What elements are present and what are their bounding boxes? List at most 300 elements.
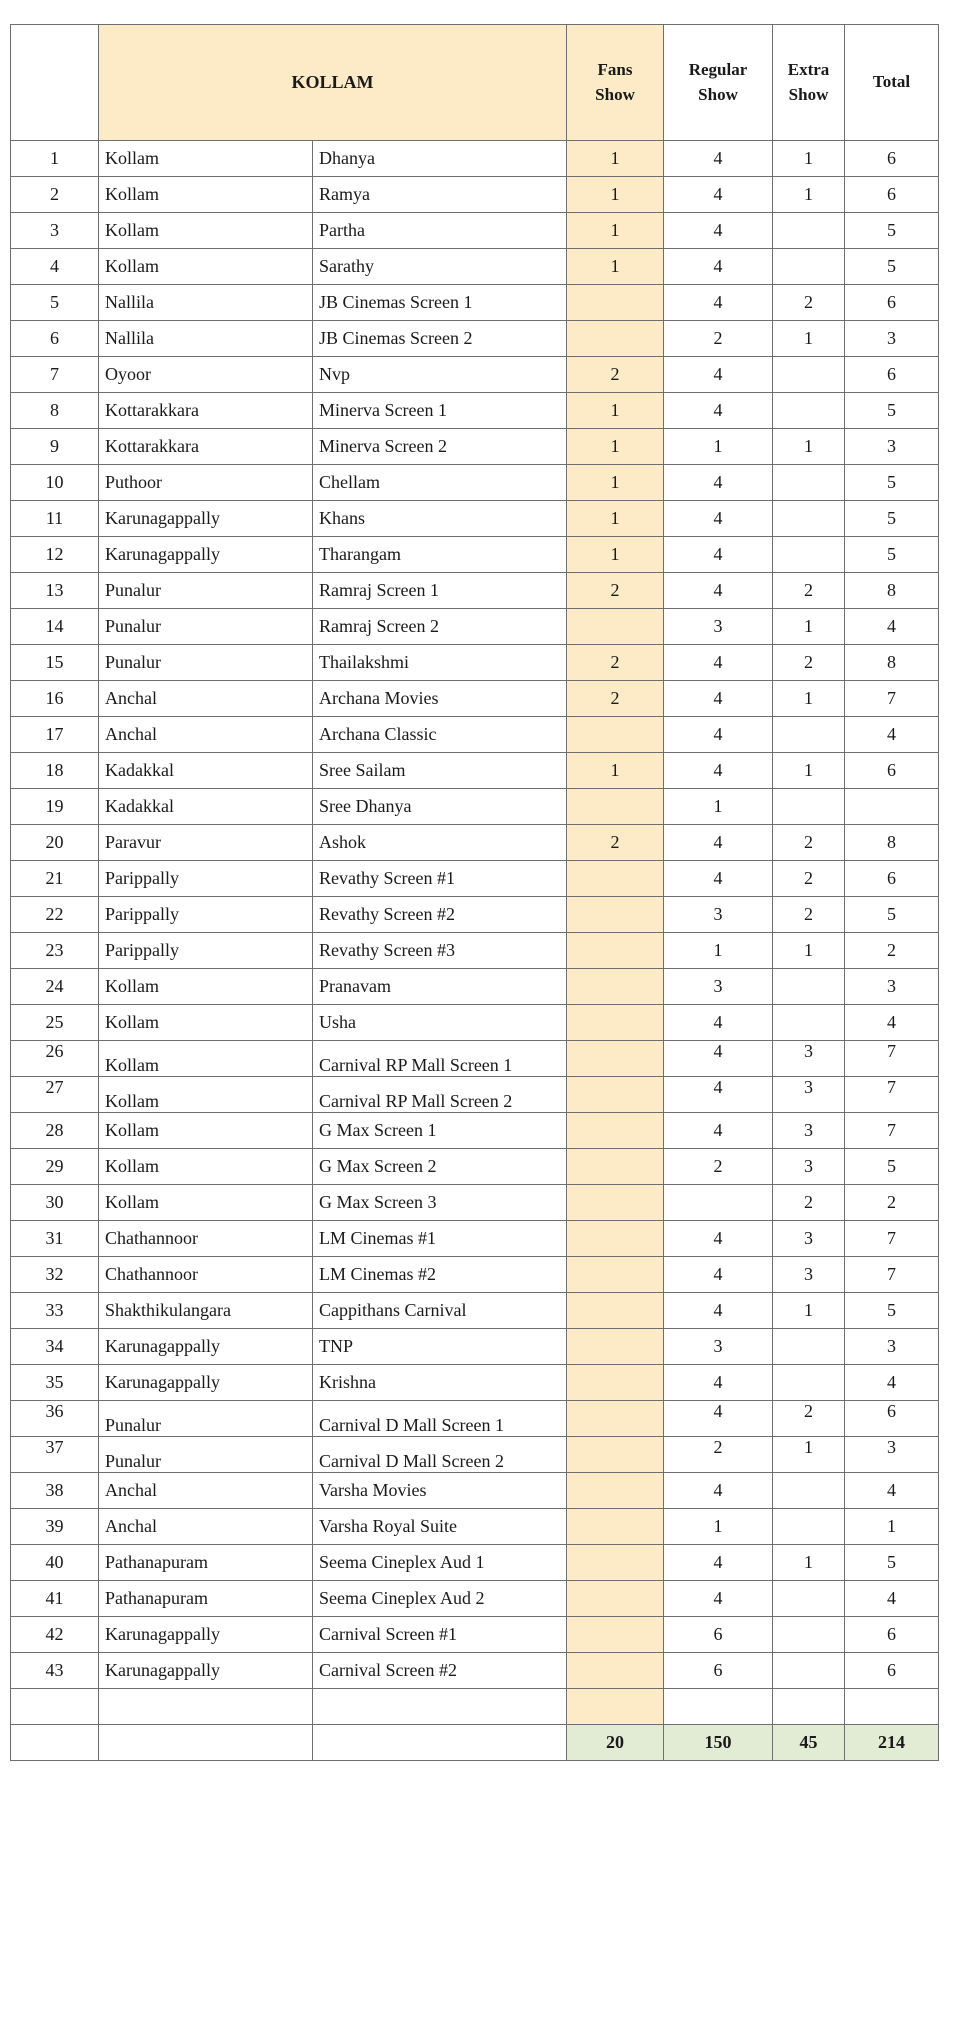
- extra-show-cell: 1: [773, 1437, 845, 1473]
- total-cell: 6: [845, 285, 939, 321]
- area-cell: Punalur: [99, 1437, 313, 1473]
- total-cell: 4: [845, 1581, 939, 1617]
- total-cell: 6: [845, 1653, 939, 1689]
- theatre-cell: Carnival Screen #2: [313, 1653, 567, 1689]
- extra-show-cell: [773, 1653, 845, 1689]
- theatre-cell: Carnival RP Mall Screen 2: [313, 1077, 567, 1113]
- total-cell: 4: [845, 717, 939, 753]
- fans-show-cell: [567, 1329, 664, 1365]
- blank-cell: [313, 1689, 567, 1725]
- table-row: [11, 1329, 939, 1365]
- table-row: [11, 177, 939, 213]
- extra-show-cell: [773, 1005, 845, 1041]
- area-cell: Karunagappally: [99, 1617, 313, 1653]
- theatre-cell: Sree Sailam: [313, 753, 567, 789]
- theatre-cell: TNP: [313, 1329, 567, 1365]
- table-row: [11, 1509, 939, 1545]
- regular-show-cell: 1: [664, 789, 773, 825]
- area-cell: Oyoor: [99, 357, 313, 393]
- blank-cell: [99, 1689, 313, 1725]
- theatre-cell: Sree Dhanya: [313, 789, 567, 825]
- extra-show-cell: [773, 357, 845, 393]
- total-cell: 5: [845, 1149, 939, 1185]
- row-number: 3: [11, 213, 99, 249]
- extra-show-cell: 3: [773, 1113, 845, 1149]
- theatre-cell: Dhanya: [313, 141, 567, 177]
- theatre-cell: Carnival Screen #1: [313, 1617, 567, 1653]
- regular-show-cell: 2: [664, 321, 773, 357]
- row-number: 25: [11, 1005, 99, 1041]
- total-cell: 7: [845, 1257, 939, 1293]
- fans-show-cell: 2: [567, 357, 664, 393]
- area-cell: Kottarakkara: [99, 393, 313, 429]
- row-number: 23: [11, 933, 99, 969]
- row-number: 27: [11, 1077, 99, 1113]
- table-row: [11, 1149, 939, 1185]
- theatre-cell: Minerva Screen 2: [313, 429, 567, 465]
- table-row: [11, 321, 939, 357]
- extra-show-cell: [773, 537, 845, 573]
- regular-show-cell: 4: [664, 825, 773, 861]
- area-cell: Kollam: [99, 177, 313, 213]
- table-row: [11, 1365, 939, 1401]
- regular-show-header: [664, 25, 773, 141]
- total-cell: [845, 789, 939, 825]
- row-number: 24: [11, 969, 99, 1005]
- extra-show-cell: [773, 1617, 845, 1653]
- extra-show-cell: 1: [773, 1293, 845, 1329]
- row-number: 12: [11, 537, 99, 573]
- row-number: 19: [11, 789, 99, 825]
- regular-show-cell: 4: [664, 1257, 773, 1293]
- row-number: 9: [11, 429, 99, 465]
- fans-show-cell: 1: [567, 177, 664, 213]
- row-number: 13: [11, 573, 99, 609]
- regular-show-cell: 3: [664, 969, 773, 1005]
- fans-show-cell: [567, 897, 664, 933]
- area-cell: Kollam: [99, 1005, 313, 1041]
- row-number: 2: [11, 177, 99, 213]
- row-number: 5: [11, 285, 99, 321]
- table-row: [11, 141, 939, 177]
- extra-show-cell: 2: [773, 285, 845, 321]
- row-number: 18: [11, 753, 99, 789]
- total-cell: 7: [845, 1077, 939, 1113]
- regular-show-cell: 3: [664, 1329, 773, 1365]
- blank-cell: [664, 1689, 773, 1725]
- row-number: 22: [11, 897, 99, 933]
- table-row: [11, 753, 939, 789]
- theatre-cell: Cappithans Carnival: [313, 1293, 567, 1329]
- row-number: 34: [11, 1329, 99, 1365]
- fans-show-cell: [567, 789, 664, 825]
- fans-show-header: [567, 25, 664, 141]
- table-row: [11, 1257, 939, 1293]
- total-cell: 6: [845, 357, 939, 393]
- area-cell: Anchal: [99, 717, 313, 753]
- row-number: 32: [11, 1257, 99, 1293]
- row-number: 14: [11, 609, 99, 645]
- fans-show-cell: [567, 1185, 664, 1221]
- extra-show-cell: [773, 717, 845, 753]
- extra-show-cell: 1: [773, 321, 845, 357]
- regular-show-cell: 4: [664, 537, 773, 573]
- row-number: 1: [11, 141, 99, 177]
- extra-show-cell: 2: [773, 645, 845, 681]
- extra-show-cell: 1: [773, 933, 845, 969]
- totals-blank-cell: [313, 1725, 567, 1761]
- regular-show-cell: 4: [664, 681, 773, 717]
- table-row: [11, 501, 939, 537]
- area-cell: Karunagappally: [99, 537, 313, 573]
- regular-show-cell: 4: [664, 1005, 773, 1041]
- theatre-cell: G Max Screen 2: [313, 1149, 567, 1185]
- total-cell: 4: [845, 609, 939, 645]
- row-number: 38: [11, 1473, 99, 1509]
- fans-show-cell: [567, 861, 664, 897]
- regular-show-cell: 4: [664, 1401, 773, 1437]
- total-cell: 7: [845, 1041, 939, 1077]
- theatre-cell: Varsha Movies: [313, 1473, 567, 1509]
- extra-show-cell: 1: [773, 141, 845, 177]
- total-cell: 1: [845, 1509, 939, 1545]
- fans-show-cell: [567, 1617, 664, 1653]
- header-blank: [11, 25, 99, 141]
- theatre-cell: Tharangam: [313, 537, 567, 573]
- table-row: [11, 1473, 939, 1509]
- total-cell: 5: [845, 1293, 939, 1329]
- row-number: 36: [11, 1401, 99, 1437]
- area-cell: Puthoor: [99, 465, 313, 501]
- fans-show-cell: 1: [567, 429, 664, 465]
- area-cell: Kollam: [99, 249, 313, 285]
- row-number: 21: [11, 861, 99, 897]
- fans-show-cell: 1: [567, 537, 664, 573]
- theatre-cell: JB Cinemas Screen 2: [313, 321, 567, 357]
- theatre-cell: Revathy Screen #3: [313, 933, 567, 969]
- fans-show-cell: [567, 933, 664, 969]
- total-cell: 4: [845, 1365, 939, 1401]
- regular-show-cell: 4: [664, 501, 773, 537]
- extra-show-cell: [773, 789, 845, 825]
- row-number: 43: [11, 1653, 99, 1689]
- regular-show-cell: 4: [664, 1473, 773, 1509]
- fans-show-cell: 2: [567, 681, 664, 717]
- extra-show-cell: [773, 1365, 845, 1401]
- area-cell: Kollam: [99, 1149, 313, 1185]
- theatre-cell: LM Cinemas #1: [313, 1221, 567, 1257]
- theatre-cell: Usha: [313, 1005, 567, 1041]
- regular-show-cell: 4: [664, 1545, 773, 1581]
- area-cell: Kollam: [99, 1113, 313, 1149]
- table-row: [11, 645, 939, 681]
- table-row: [11, 1221, 939, 1257]
- fans-show-cell: [567, 1365, 664, 1401]
- theatre-cell: Partha: [313, 213, 567, 249]
- fans-show-cell: 1: [567, 249, 664, 285]
- total-cell: 3: [845, 1437, 939, 1473]
- regular-show-cell: 4: [664, 357, 773, 393]
- fans-show-cell: [567, 1221, 664, 1257]
- table-row: [11, 861, 939, 897]
- total-cell: 5: [845, 465, 939, 501]
- regular-show-cell: 4: [664, 1581, 773, 1617]
- theatre-cell: G Max Screen 3: [313, 1185, 567, 1221]
- extra-show-cell: [773, 1581, 845, 1617]
- table-row: [11, 969, 939, 1005]
- total-cell: 3: [845, 429, 939, 465]
- table-row: [11, 1113, 939, 1149]
- fans-show-cell: [567, 1077, 664, 1113]
- extra-show-cell: [773, 969, 845, 1005]
- row-number: 41: [11, 1581, 99, 1617]
- extra-show-cell: 3: [773, 1149, 845, 1185]
- total-cell: 7: [845, 681, 939, 717]
- regular-show-cell: 4: [664, 285, 773, 321]
- fans-show-cell: [567, 1545, 664, 1581]
- row-number: 6: [11, 321, 99, 357]
- table-row: [11, 933, 939, 969]
- regular-show-header-line2: Show: [698, 84, 738, 104]
- total-cell: 8: [845, 573, 939, 609]
- area-cell: Karunagappally: [99, 1365, 313, 1401]
- total-regular-show: 150: [664, 1725, 773, 1761]
- area-cell: Pathanapuram: [99, 1581, 313, 1617]
- table-row: [11, 1401, 939, 1437]
- regular-show-cell: 4: [664, 1221, 773, 1257]
- extra-show-cell: [773, 1509, 845, 1545]
- total-cell: 2: [845, 1185, 939, 1221]
- extra-show-cell: 2: [773, 897, 845, 933]
- total-cell: 6: [845, 177, 939, 213]
- table-row: [11, 681, 939, 717]
- theatre-cell: Revathy Screen #1: [313, 861, 567, 897]
- totals-blank-cell: [99, 1725, 313, 1761]
- area-cell: Pathanapuram: [99, 1545, 313, 1581]
- regular-show-cell: 4: [664, 645, 773, 681]
- show-count-table: [10, 24, 939, 1761]
- extra-show-cell: 3: [773, 1041, 845, 1077]
- row-number: 29: [11, 1149, 99, 1185]
- theatre-cell: Archana Classic: [313, 717, 567, 753]
- total-cell: 6: [845, 753, 939, 789]
- theatre-cell: Ramraj Screen 1: [313, 573, 567, 609]
- total-cell: 6: [845, 141, 939, 177]
- regular-show-cell: 2: [664, 1149, 773, 1185]
- fans-show-cell: [567, 285, 664, 321]
- fans-show-cell: [567, 1293, 664, 1329]
- area-cell: Punalur: [99, 1401, 313, 1437]
- table-row: [11, 537, 939, 573]
- area-cell: Kollam: [99, 1041, 313, 1077]
- theatre-cell: Nvp: [313, 357, 567, 393]
- total-header: Total: [845, 25, 939, 141]
- fans-show-cell: [567, 1581, 664, 1617]
- fans-show-cell: [567, 1473, 664, 1509]
- row-number: 20: [11, 825, 99, 861]
- extra-show-cell: [773, 465, 845, 501]
- theatre-cell: Seema Cineplex Aud 2: [313, 1581, 567, 1617]
- theatre-cell: Archana Movies: [313, 681, 567, 717]
- extra-show-cell: 1: [773, 1545, 845, 1581]
- table-row: [11, 213, 939, 249]
- fans-show-cell: [567, 1257, 664, 1293]
- blank-row: [11, 1689, 939, 1725]
- total-cell: 5: [845, 249, 939, 285]
- table-row: [11, 357, 939, 393]
- regular-show-cell: 6: [664, 1617, 773, 1653]
- table-row: [11, 1077, 939, 1113]
- area-cell: Karunagappally: [99, 1653, 313, 1689]
- fans-show-cell: [567, 609, 664, 645]
- theatre-cell: Minerva Screen 1: [313, 393, 567, 429]
- extra-show-cell: 1: [773, 753, 845, 789]
- regular-show-cell: 4: [664, 1113, 773, 1149]
- regular-show-cell: 1: [664, 933, 773, 969]
- table-row: [11, 1437, 939, 1473]
- table-row: [11, 573, 939, 609]
- regular-show-cell: 4: [664, 1365, 773, 1401]
- extra-show-cell: 1: [773, 609, 845, 645]
- area-cell: Kottarakkara: [99, 429, 313, 465]
- table-row: [11, 897, 939, 933]
- theatre-cell: Ashok: [313, 825, 567, 861]
- area-cell: Karunagappally: [99, 1329, 313, 1365]
- regular-show-cell: 4: [664, 465, 773, 501]
- table-row: [11, 1185, 939, 1221]
- fans-show-cell: 1: [567, 501, 664, 537]
- fans-show-cell: [567, 1509, 664, 1545]
- table-row: [11, 1617, 939, 1653]
- theatre-cell: Carnival D Mall Screen 1: [313, 1401, 567, 1437]
- total-cell: 5: [845, 537, 939, 573]
- total-extra-show: 45: [773, 1725, 845, 1761]
- area-cell: Nallila: [99, 321, 313, 357]
- fans-show-cell: 1: [567, 141, 664, 177]
- regular-show-cell: 2: [664, 1437, 773, 1473]
- fans-show-cell: 1: [567, 465, 664, 501]
- table-row: [11, 1293, 939, 1329]
- area-cell: Kollam: [99, 141, 313, 177]
- regular-show-cell: 4: [664, 753, 773, 789]
- theatre-cell: Ramraj Screen 2: [313, 609, 567, 645]
- row-number: 17: [11, 717, 99, 753]
- total-cell: 3: [845, 1329, 939, 1365]
- regular-show-cell: 4: [664, 573, 773, 609]
- fans-show-cell: [567, 1113, 664, 1149]
- row-number: 31: [11, 1221, 99, 1257]
- row-number: 37: [11, 1437, 99, 1473]
- fans-show-cell: [567, 1005, 664, 1041]
- area-cell: Parippally: [99, 933, 313, 969]
- table-row: [11, 285, 939, 321]
- table-row: [11, 789, 939, 825]
- table-row: [11, 825, 939, 861]
- blank-cell: [845, 1689, 939, 1725]
- area-cell: Anchal: [99, 1509, 313, 1545]
- blank-cell: [11, 1689, 99, 1725]
- total-cell: 7: [845, 1113, 939, 1149]
- extra-show-cell: [773, 393, 845, 429]
- extra-show-cell: 3: [773, 1077, 845, 1113]
- totals-blank-cell: [11, 1725, 99, 1761]
- total-cell: 5: [845, 897, 939, 933]
- table-row: [11, 393, 939, 429]
- fans-show-cell: 2: [567, 573, 664, 609]
- total-cell: 2: [845, 933, 939, 969]
- regular-show-cell: 6: [664, 1653, 773, 1689]
- table-row: [11, 1545, 939, 1581]
- extra-show-cell: 2: [773, 861, 845, 897]
- extra-show-cell: [773, 213, 845, 249]
- region-header: KOLLAM: [99, 25, 567, 141]
- fans-show-cell: 2: [567, 645, 664, 681]
- extra-show-cell: [773, 249, 845, 285]
- area-cell: Kadakkal: [99, 789, 313, 825]
- fans-show-cell: 2: [567, 825, 664, 861]
- total-cell: 3: [845, 969, 939, 1005]
- fans-show-cell: 1: [567, 753, 664, 789]
- extra-show-cell: 1: [773, 681, 845, 717]
- total-cell: 5: [845, 1545, 939, 1581]
- total-cell: 5: [845, 213, 939, 249]
- extra-show-cell: 2: [773, 1185, 845, 1221]
- row-number: 26: [11, 1041, 99, 1077]
- row-number: 11: [11, 501, 99, 537]
- area-cell: Kadakkal: [99, 753, 313, 789]
- theatre-cell: LM Cinemas #2: [313, 1257, 567, 1293]
- row-number: 16: [11, 681, 99, 717]
- extra-show-cell: [773, 501, 845, 537]
- theatre-cell: G Max Screen 1: [313, 1113, 567, 1149]
- total-fans-show: 20: [567, 1725, 664, 1761]
- extra-show-cell: 3: [773, 1257, 845, 1293]
- row-number: 40: [11, 1545, 99, 1581]
- total-cell: 8: [845, 645, 939, 681]
- extra-show-cell: 2: [773, 1401, 845, 1437]
- extra-show-header: [773, 25, 845, 141]
- totals-row: [11, 1725, 939, 1761]
- table-row: [11, 1653, 939, 1689]
- total-cell: 5: [845, 501, 939, 537]
- fans-show-cell: 1: [567, 393, 664, 429]
- regular-show-header-line1: Regular: [688, 59, 748, 79]
- table-body: [11, 141, 939, 1689]
- row-number: 35: [11, 1365, 99, 1401]
- extra-show-cell: 3: [773, 1221, 845, 1257]
- total-cell: 7: [845, 1221, 939, 1257]
- total-cell: 6: [845, 1617, 939, 1653]
- table-row: [11, 249, 939, 285]
- total-cell: 3: [845, 321, 939, 357]
- regular-show-cell: 4: [664, 1041, 773, 1077]
- theatre-cell: Thailakshmi: [313, 645, 567, 681]
- blank-cell: [773, 1689, 845, 1725]
- fans-show-cell: 1: [567, 213, 664, 249]
- regular-show-cell: 3: [664, 609, 773, 645]
- row-number: 39: [11, 1509, 99, 1545]
- fans-show-cell: [567, 1401, 664, 1437]
- row-number: 42: [11, 1617, 99, 1653]
- table-row: [11, 1005, 939, 1041]
- fans-show-cell: [567, 1041, 664, 1077]
- area-cell: Parippally: [99, 897, 313, 933]
- extra-show-cell: 2: [773, 573, 845, 609]
- regular-show-cell: 4: [664, 141, 773, 177]
- total-cell: 5: [845, 393, 939, 429]
- area-cell: Kollam: [99, 1185, 313, 1221]
- regular-show-cell: 4: [664, 861, 773, 897]
